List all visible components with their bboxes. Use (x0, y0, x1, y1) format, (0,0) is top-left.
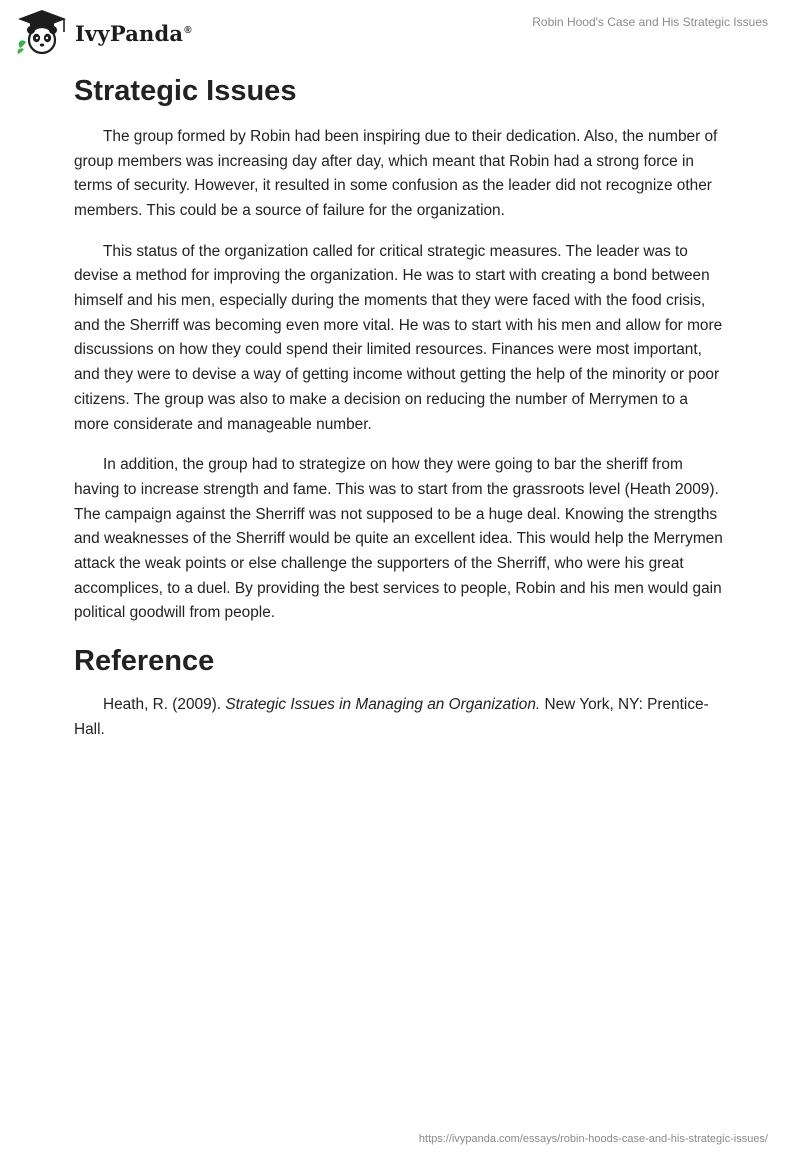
reference-citation (74, 693, 726, 742)
citation-title: Strategic Issues in Managing an Organization. (225, 695, 541, 713)
running-title: Robin Hood's Case and His Strategic Issues (532, 15, 768, 29)
paragraph: In addition, the group had to strategize on how they were going to bar the sheriff from having to increase strength and fame. This was to start from the grassroots level (Heath 2009). The campaign against the Sherriff was not supposed to be a huge deal. Knowing the strengths and weaknesses of the Sherriff would be quite an excellent idea. This would help the Merrymen attack the weak points or else challenge the supporters of the Sherriff, who were his great accomplices, to a duel. By providing the best services to people, Robin and his men would gain political goodwill from people. (74, 456, 723, 622)
page-header (0, 0, 800, 60)
citation-publisher: New York, NY: Prentice-Hall. (74, 695, 709, 738)
essay-body (74, 68, 726, 758)
citation-author-year: Heath, R. (2009). (103, 695, 226, 713)
ivypanda-logo[interactable] (14, 8, 192, 56)
section-heading-reference: Reference (74, 645, 215, 678)
section-heading-strategic-issues: Strategic Issues (74, 75, 297, 107)
paragraph: The group formed by Robin had been inspiring due to their dedication. Also, the number of group members was increasing day after day, which meant that Robin had a strong force in terms of security. However, it resulted in some confusion as the leader did not recognize other members. This could be a source of failure for the organization. (74, 127, 718, 219)
source-url[interactable]: https://ivypanda.com/essays/robin-hoods-case-and-his-strategic-issues/ (418, 1133, 768, 1145)
panda-graduate-icon (14, 8, 70, 56)
registered-mark: ® (184, 24, 192, 36)
brand-name: IvyPanda® (75, 20, 192, 46)
paragraph: This status of the organization called for critical strategic measures. The leader was to devise a method for improving the organization. He was to start with creating a bond between himself and his men, especially during the moments that they were faced with the food crisis, and the Sherriff was becoming even more vital. He was to start with his men and allow for more discussions on how they could spend their limited resources. Finances were most important, and they were to devise a way of getting income without getting the help of the minority or poor citizens. The group was also to make a decision on reducing the number of Merrymen to a more considerate and manageable number. (74, 242, 723, 433)
